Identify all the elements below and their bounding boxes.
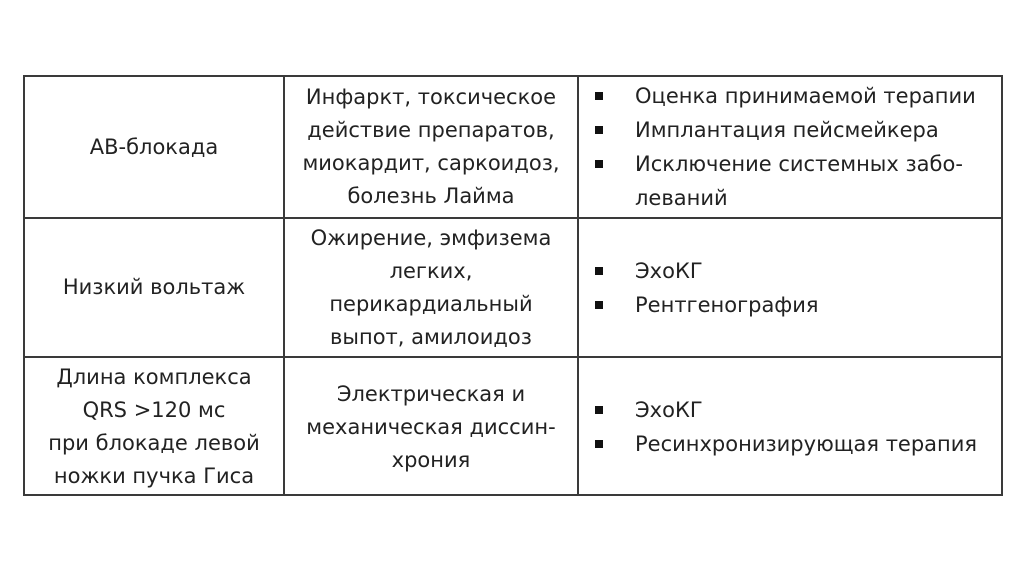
action-text: Имплантация пейсмейкера [635, 118, 939, 142]
table-row [25, 77, 1001, 217]
action-text: Ресинхронизирующая терапия [635, 432, 978, 456]
square-bullet-icon [595, 440, 603, 448]
condition-cell [25, 77, 285, 217]
actions-list [579, 79, 976, 215]
cause-cell [285, 219, 579, 356]
list-item [585, 79, 976, 113]
clinical-table [23, 75, 1003, 496]
condition-cell [25, 219, 285, 356]
square-bullet-icon [595, 267, 603, 275]
condition-text: Низкий вольтаж [62, 275, 246, 299]
action-text: Оценка принимаемой терапии [635, 84, 976, 108]
action-text: ЭхоКГ [635, 258, 703, 283]
square-bullet-icon [595, 160, 603, 168]
list-item [585, 427, 977, 461]
condition-text: АВ-блокада [89, 134, 219, 159]
actions-cell [579, 219, 1001, 356]
condition-cell [25, 358, 285, 496]
cause-text: Ожирение, эмфизема легких, перикардиальный выпот, амилоидоз [310, 225, 552, 349]
square-bullet-icon [595, 301, 603, 309]
cause-cell [285, 77, 579, 217]
action-text: ЭхоКГ [635, 398, 703, 422]
list-item [585, 254, 819, 288]
actions-list [579, 393, 977, 461]
actions-list [579, 254, 819, 322]
action-text: Исключение системных забо- леваний [635, 152, 963, 210]
actions-cell [579, 358, 1001, 496]
cause-cell [285, 358, 579, 496]
table-row [25, 356, 1001, 496]
list-item [585, 147, 976, 215]
actions-cell [579, 77, 1001, 217]
square-bullet-icon [595, 92, 603, 100]
list-item [585, 113, 976, 147]
list-item [585, 288, 819, 322]
cause-text: Инфаркт, токсическое действие препаратов, миокардит, саркоидоз, болезнь Лайма [302, 85, 560, 208]
table-row [25, 217, 1001, 356]
action-text: Рентгенография [635, 292, 819, 317]
cause-text: Электрическая и механическая диссин- хрония [306, 381, 556, 472]
square-bullet-icon [595, 126, 603, 134]
condition-text: Длина комплекса QRS >120 мс при блокаде левой ножки пучка Гиса [48, 365, 260, 488]
square-bullet-icon [595, 406, 603, 414]
list-item [585, 393, 977, 427]
